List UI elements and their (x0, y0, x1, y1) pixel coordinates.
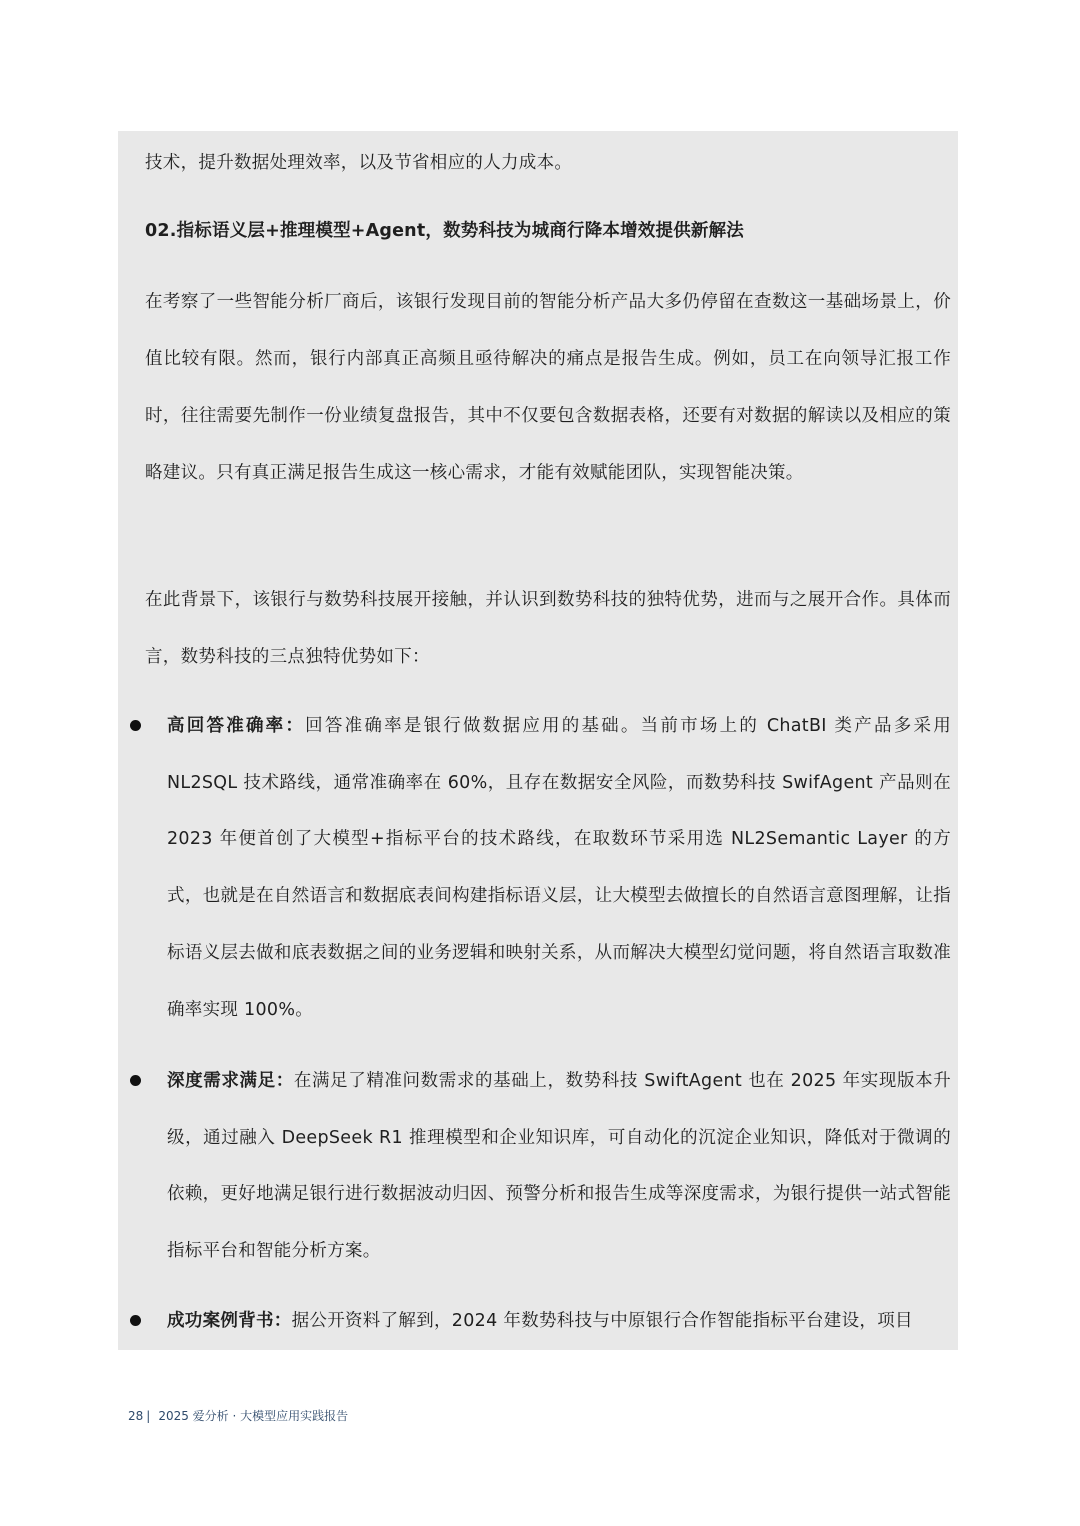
bullet-dot-icon (130, 1315, 141, 1326)
page-number: 28 (128, 1409, 144, 1423)
bullet-label: 成功案例背书： (167, 1311, 292, 1331)
footer-separator: | (146, 1409, 151, 1423)
bullet-label: 深度需求满足： (167, 1071, 294, 1091)
content-panel (118, 131, 958, 1350)
bullet-text (167, 698, 951, 1038)
bullet-text (167, 1293, 951, 1350)
bullet-body: 在满足了精准问数需求的基础上，数势科技 SwiftAgent 也在 2025 年实现版本升级，通过融入 DeepSeek R1 推理模型和企业知识库，可自动化的沉淀企业知识，降低对于微调的依赖，更好地满足银行进行数据波动归因、预警分析和报告生成等深度需求，为银行提供一站式智能指标平台和智能分析方案。 (167, 1071, 951, 1262)
report-title: 2025 爱分析 · 大模型应用实践报告 (158, 1409, 349, 1423)
bullet-body: 据公开资料了解到，2024 年数势科技与中原银行合作智能指标平台建设，项目 (291, 1311, 913, 1331)
section-heading: 02.指标语义层+推理模型+Agent，数势科技为城商行降本增效提供新解法 (145, 221, 744, 241)
intro-tail-paragraph: 技术，提升数据处理效率，以及节省相应的人力成本。 (145, 153, 573, 173)
bullet-label: 高回答准确率： (167, 716, 306, 736)
body-paragraph-2: 在此背景下，该银行与数势科技展开接触，并认识到数势科技的独特优势，进而与之展开合作。具体而言，数势科技的三点独特优势如下： (145, 590, 951, 667)
bullet-body: 回答准确率是银行做数据应用的基础。当前市场上的 ChatBI 类产品多采用 NL2SQL 技术路线，通常准确率在 60%，且存在数据安全风险，而数势科技 SwifAgent 产品则在 2023 年便首创了大模型+指标平台的技术路线，在取数环节采用选 NL2Semantic Layer 的方式，也就是在自然语言和数据底表间构建指标语义层，让大模型去做擅长的自然语言意图理解，让指标语义层去做和底表数据之间的业务逻辑和映射关系，从而解决大模型幻觉问题，将自然语言取数准确率实现 100%。 (167, 716, 951, 1020)
body-paragraph-1: 在考察了一些智能分析厂商后，该银行发现目前的智能分析产品大多仍停留在查数这一基础场景上，价值比较有限。然而，银行内部真正高频且亟待解决的痛点是报告生成。例如，员工在向领导汇报工作时，往往需要先制作一份业绩复盘报告，其中不仅要包含数据表格，还要有对数据的解读以及相应的策略建议。只有真正满足报告生成这一核心需求，才能有效赋能团队，实现智能决策。 (145, 292, 951, 483)
bullet-dot-icon (130, 1075, 141, 1086)
page-footer (128, 1407, 348, 1424)
bullet-dot-icon (130, 720, 141, 731)
bullet-text (167, 1053, 951, 1280)
